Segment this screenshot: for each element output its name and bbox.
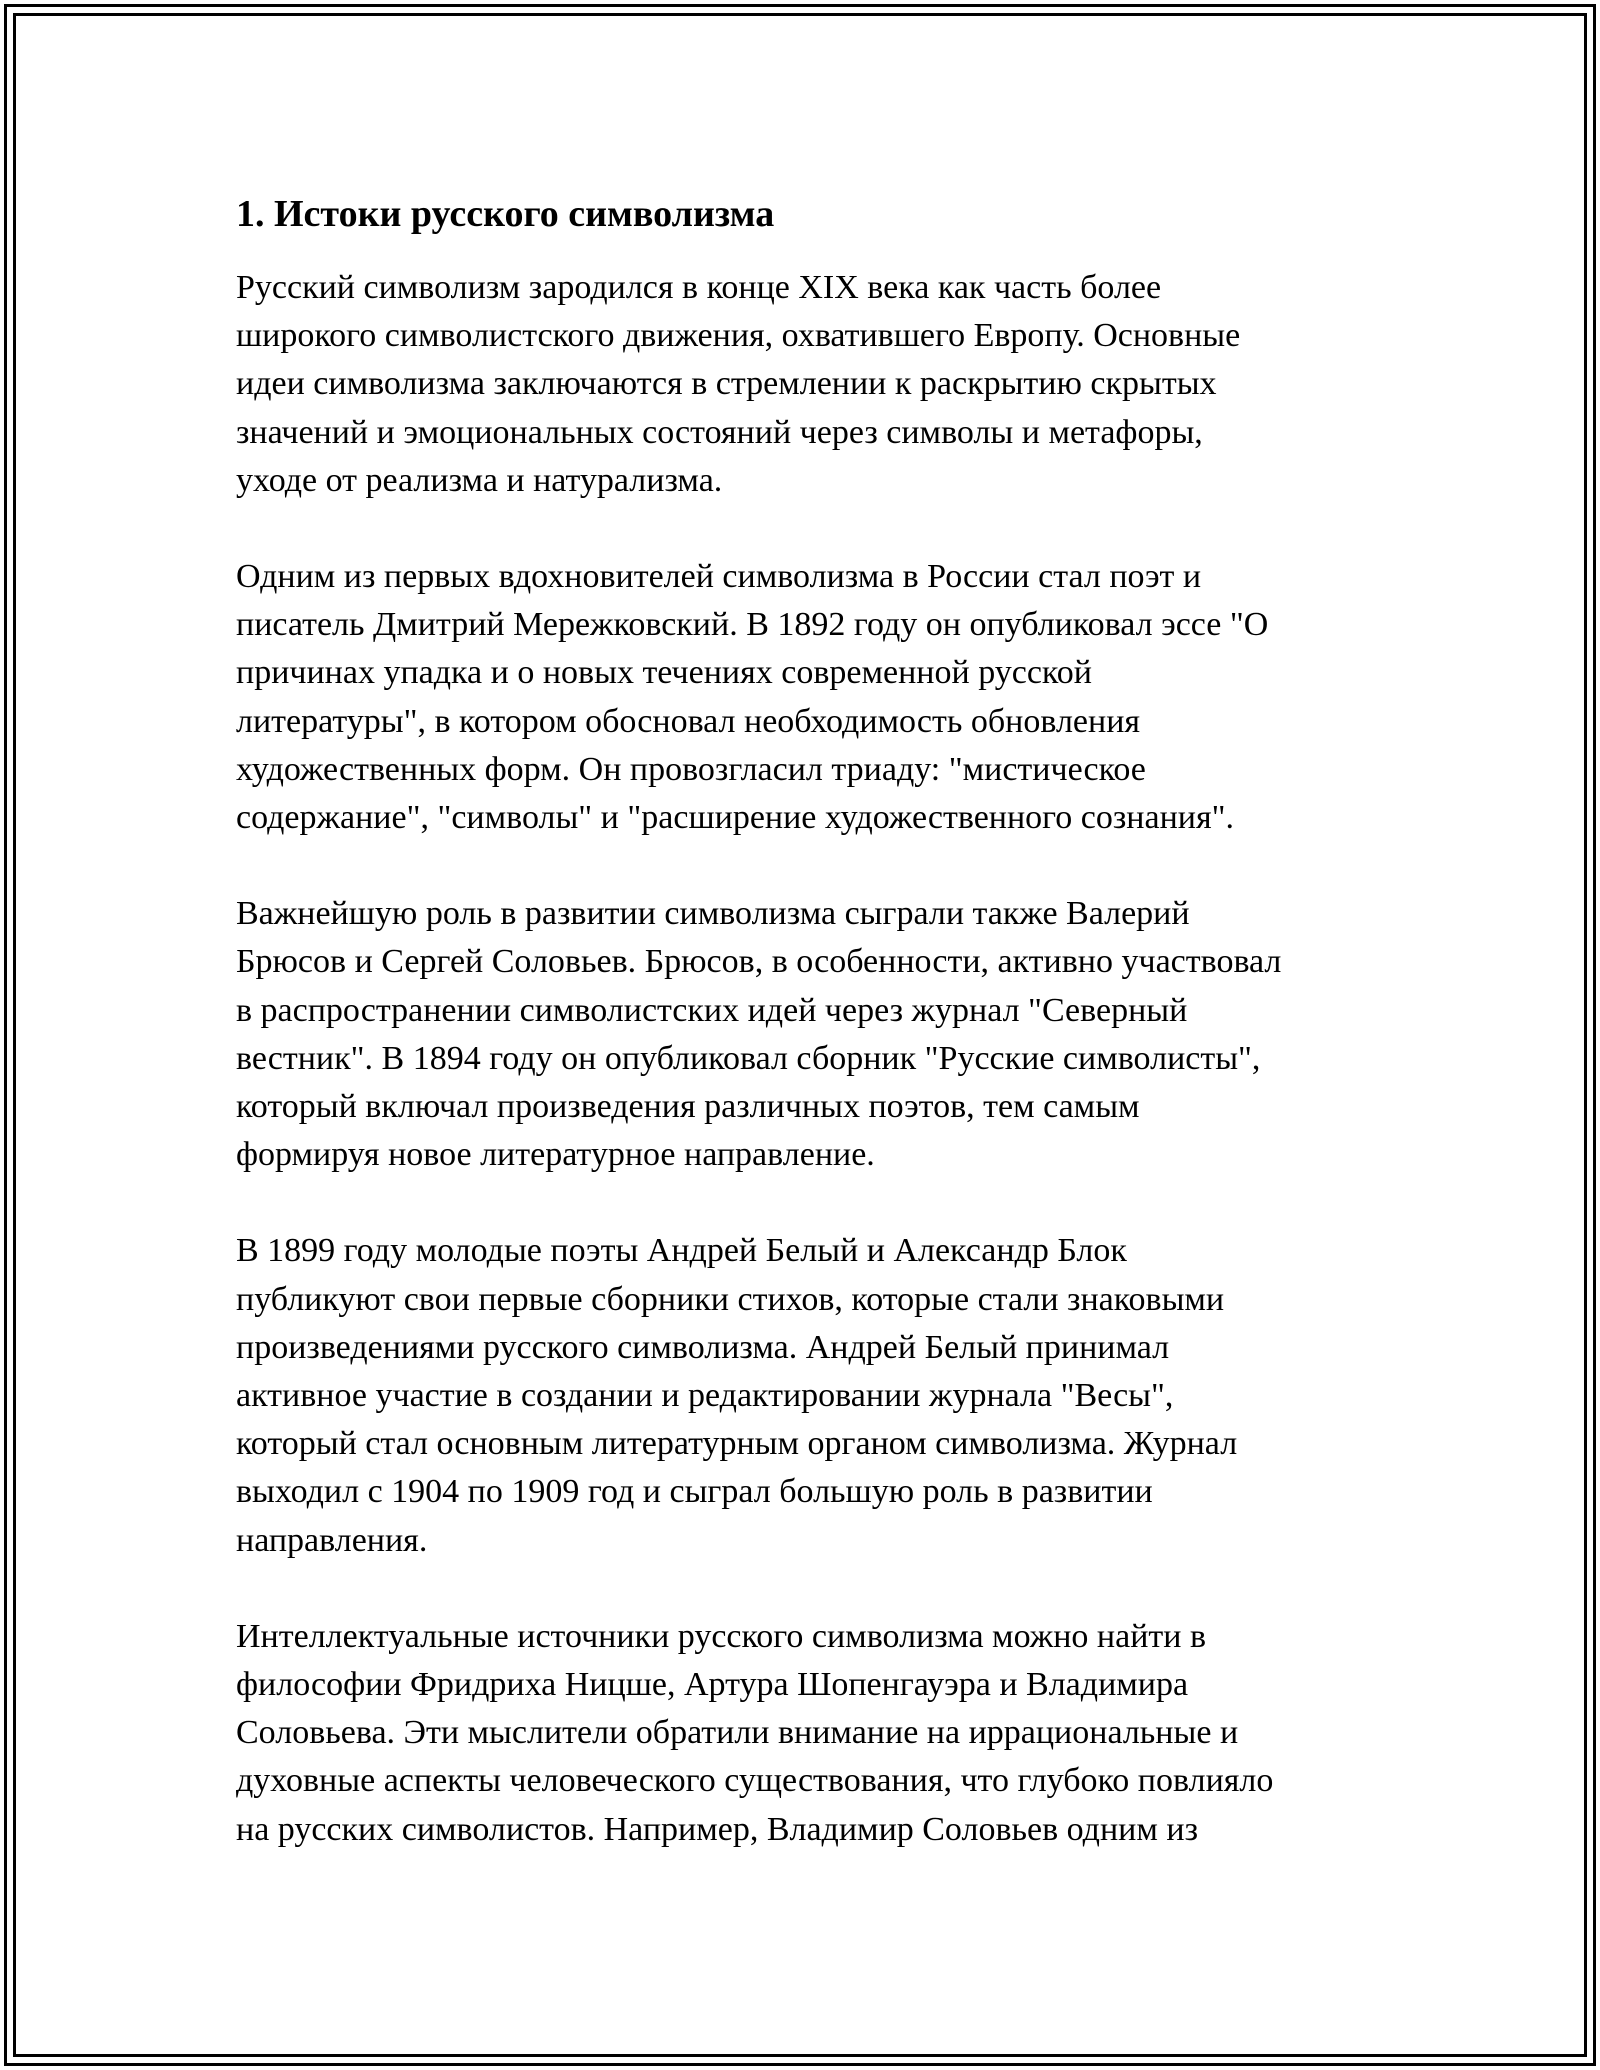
- text-line: содержание", "символы" и "расширение художественного сознания".: [236, 799, 1234, 837]
- text-line: духовные аспекты человеческого существования, что глубоко повлияло: [236, 1762, 1274, 1800]
- document-body: [236, 184, 1386, 1902]
- text-line: писатель Дмитрий Мережковский. В 1892 году он опубликовал эссе "О: [236, 606, 1269, 644]
- text-line: Брюсов и Сергей Соловьев. Брюсов, в особенности, активно участвовал: [236, 943, 1282, 981]
- text-line: значений и эмоциональных состояний через символы и метафоры,: [236, 413, 1203, 451]
- text-line: активное участие в создании и редактировании журнала "Весы",: [236, 1377, 1174, 1415]
- text-line: который стал основным литературным органом символизма. Журнал: [236, 1425, 1238, 1463]
- text-line: идеи символизма заключаются в стремлении к раскрытию скрытых: [236, 365, 1217, 403]
- text-line: публикуют свои первые сборники стихов, которые стали знаковыми: [236, 1280, 1225, 1318]
- text-line: Одним из первых вдохновителей символизма в России стал поэт и: [236, 558, 1202, 596]
- paragraph: [236, 1227, 1386, 1564]
- text-line: направления.: [236, 1521, 428, 1559]
- text-line: Интеллектуальные источники русского символизма можно найти в: [236, 1617, 1206, 1655]
- text-line: художественных форм. Он провозгласил триаду: "мистическое: [236, 750, 1146, 788]
- text-line: Важнейшую роль в развитии символизма сыграли также Валерий: [236, 895, 1190, 933]
- text-line: выходил с 1904 по 1909 год и сыграл большую роль в развитии: [236, 1473, 1153, 1511]
- text-line: произведениями русского символизма. Андрей Белый принимал: [236, 1328, 1170, 1366]
- text-line: причинах упадка и о новых течениях современной русской: [236, 654, 1092, 692]
- paragraph: [236, 890, 1386, 1179]
- paragraph: [236, 553, 1386, 842]
- text-line: Русский символизм зародился в конце XIX века как часть более: [236, 269, 1162, 306]
- text-line: философии Фридриха Ницше, Артура Шопенгауэра и Владимира: [236, 1666, 1189, 1704]
- text-line: на русских символистов. Например, Владимир Соловьев одним из: [236, 1810, 1199, 1848]
- text-line: в распространении символистских идей через журнал "Северный: [236, 991, 1188, 1029]
- paragraph: [236, 264, 1386, 505]
- text-line: Соловьева. Эти мыслители обратили внимание на иррациональные и: [236, 1714, 1239, 1752]
- text-line: который включал произведения различных поэтов, тем самым: [236, 1088, 1140, 1126]
- text-line: В 1899 году молодые поэты Андрей Белый и Александр Блок: [236, 1232, 1127, 1270]
- text-line: литературы", в котором обосновал необходимость обновления: [236, 702, 1141, 740]
- text-line: вестник". В 1894 году он опубликовал сборник "Русские символисты",: [236, 1039, 1261, 1077]
- text-line: уходе от реализма и натурализма.: [236, 461, 723, 499]
- text-line: широкого символистского движения, охватившего Европу. Основные: [236, 317, 1241, 355]
- section-heading: 1. Истоки русского символизма: [236, 193, 775, 235]
- text-line: формируя новое литературное направление.: [236, 1136, 875, 1174]
- paragraph: [236, 1613, 1386, 1854]
